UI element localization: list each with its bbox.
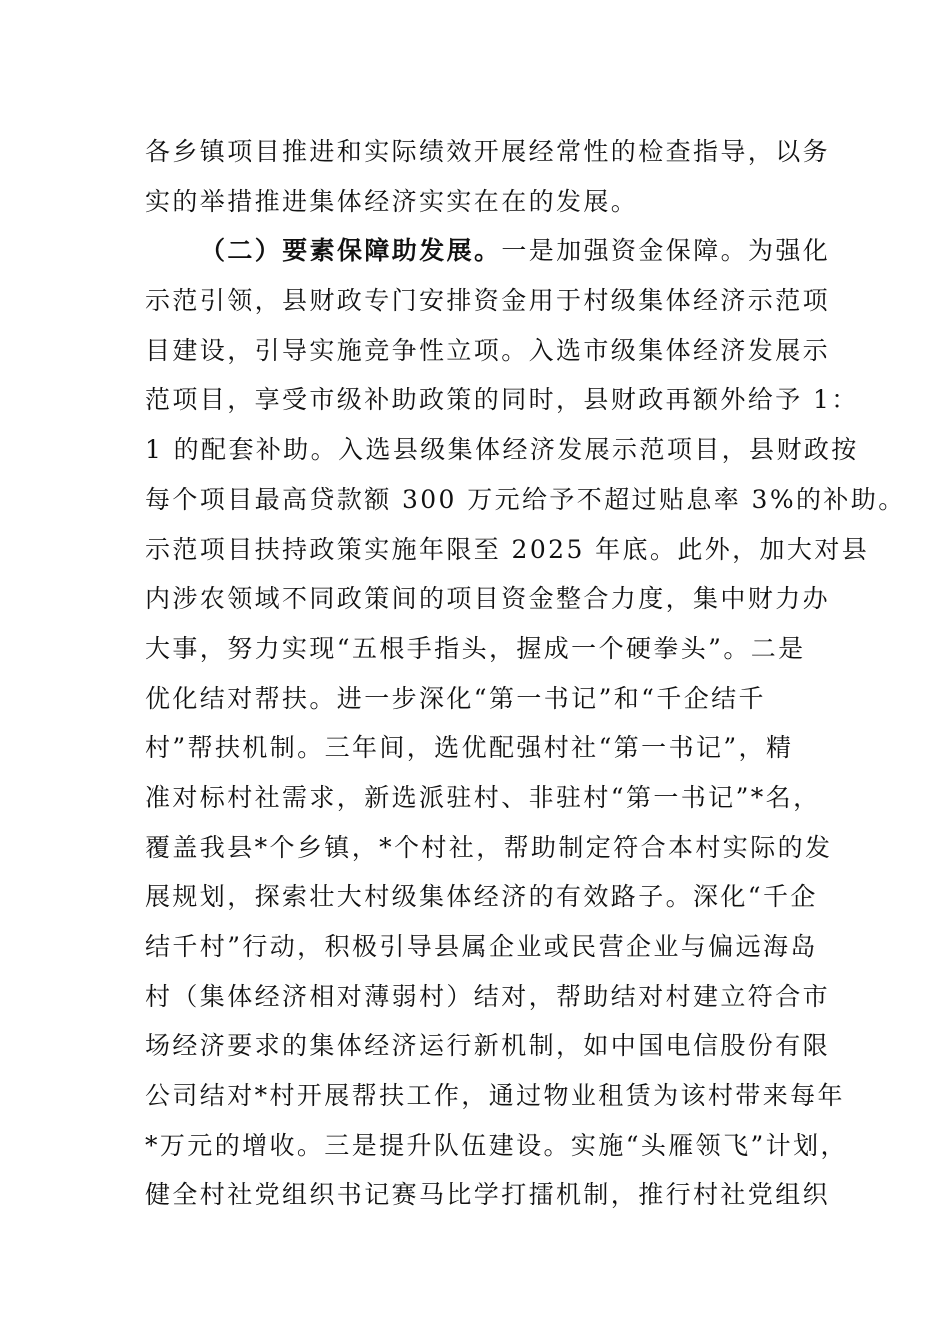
text-line: 展规划，探索壮大村级集体经济的有效路子。深化“千企 bbox=[145, 882, 818, 912]
text-line: 场经济要求的集体经济运行新机制，如中国电信股份有限 bbox=[145, 1031, 831, 1061]
text-line: 覆盖我县*个乡镇，*个村社，帮助制定符合本村实际的发 bbox=[145, 832, 833, 862]
text-line: 每个项目最高贷款额 300 万元给予不超过贴息率 3%的补助。 bbox=[145, 484, 906, 514]
section-paragraph-start bbox=[145, 226, 835, 276]
text-line: 大事，努力实现“五根手指头，握成一个硬拳头”。二是 bbox=[145, 633, 806, 663]
text-line: 目建设，引导实施竞争性立项。入选市级集体经济发展示 bbox=[145, 335, 831, 365]
text-line: 1 的配套补助。入选县级集体经济发展示范项目，县财政按 bbox=[145, 435, 859, 465]
text-line: 村（集体经济相对薄弱村）结对，帮助结对村建立符合市 bbox=[145, 981, 831, 1011]
text-line: 示范引领，县财政专门安排资金用于村级集体经济示范项 bbox=[145, 286, 831, 316]
section-heading: （二）要素保障助发展。 bbox=[200, 236, 502, 266]
text-line: 准对标村社需求，新选派驻村、非驻村“第一书记”*名， bbox=[145, 782, 821, 812]
text-line: 结千村”行动，积极引导县属企业或民营企业与偏远海岛 bbox=[145, 932, 818, 961]
body-text bbox=[145, 127, 906, 1220]
text-line: *万元的增收。三是提升队伍建设。实施“头雁领飞”计划， bbox=[145, 1130, 848, 1160]
text-line: 优化结对帮扶。进一步深化“第一书记”和“千企结千 bbox=[145, 683, 766, 713]
text-line: 村”帮扶机制。三年间，选优配强村社“第一书记”，精 bbox=[145, 733, 794, 763]
text-line: 内涉农领域不同政策间的项目资金整合力度，集中财力办 bbox=[145, 584, 831, 614]
text-line: 健全村社党组织书记赛马比学打擂机制，推行村社党组织 bbox=[145, 1180, 831, 1210]
text-line: 一是加强资金保障。为强化 bbox=[501, 236, 831, 266]
text-line: 范项目，享受市级补助政策的同时，县财政再额外给予 1： bbox=[145, 385, 859, 415]
text-line: 公司结对*村开展帮扶工作，通过物业租赁为该村带来每年 bbox=[145, 1081, 845, 1111]
text-line: 各乡镇项目推进和实际绩效开展经常性的检查指导，以务 bbox=[145, 137, 831, 166]
text-line: 示范项目扶持政策实施年限至 2025 年底。此外，加大对县 bbox=[145, 534, 870, 564]
text-line: 实的举措推进集体经济实实在在的发展。 bbox=[145, 186, 639, 216]
